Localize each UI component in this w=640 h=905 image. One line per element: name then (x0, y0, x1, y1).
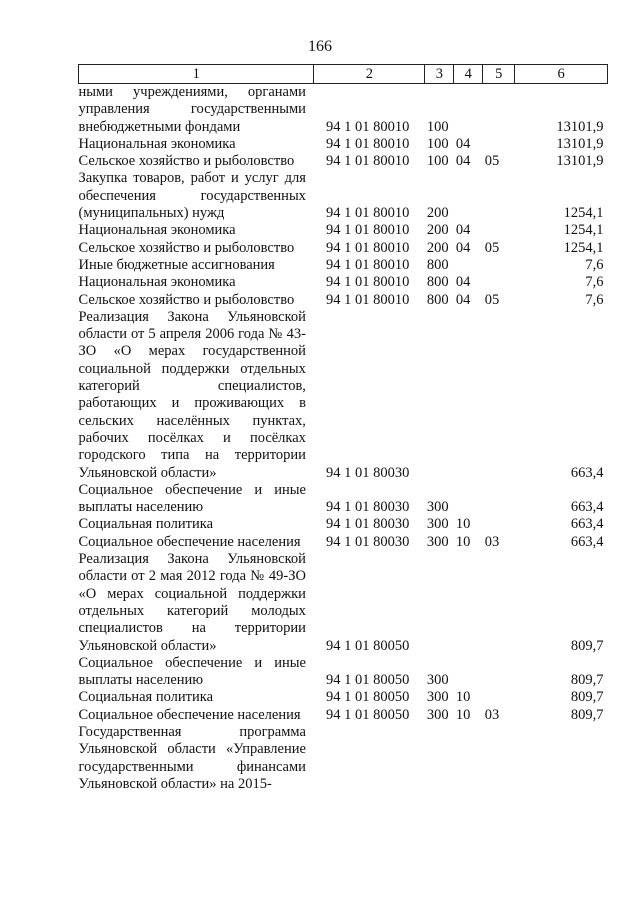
page-number: 166 (308, 38, 332, 55)
row-name: Социальное обеспечение и иные выплаты населению (78, 481, 306, 516)
row-code: 94 1 01 80010 (325, 291, 410, 308)
row-name: Сельское хозяйство и рыболовство (78, 239, 295, 256)
row-name: Реализация Закона Ульяновской области от 5 апреля 2006 года № 43-ЗО «О мерах государственной социальной поддержки отдельных категорий специалистов, работающих и проживающих в сельских населённых пунктах, рабочих посёлках и посёлках городского типа на территории Ульяновской области» (78, 308, 306, 481)
row-amount: 663,4 (570, 516, 604, 533)
row-col-4 (454, 84, 483, 136)
row-col-5 (483, 274, 515, 291)
row-col-4 (454, 309, 483, 482)
row-col-5: 03 (484, 533, 500, 550)
table-row (79, 136, 608, 153)
row-col-3: 300 (426, 516, 449, 533)
row-col-3 (425, 309, 454, 482)
row-name: Социальная политика (78, 516, 214, 533)
row-col-4 (454, 257, 483, 274)
row-name: Реализация Закона Ульяновской области от 2 мая 2012 года № 49-ЗО «О мерах социальной поддержки отдельных категорий молодых специалистов на территории Ульяновской области» (78, 551, 306, 654)
row-col-5 (483, 724, 515, 793)
row-col-5 (483, 136, 515, 153)
row-name: Социальная политика (78, 689, 214, 706)
row-code: 94 1 01 80010 (325, 256, 410, 273)
row-name: Сельское хозяйство и рыболовство (78, 153, 295, 170)
row-code: 94 1 01 80050 (325, 672, 410, 689)
table-row (79, 257, 608, 274)
row-col-4: 10 (455, 516, 471, 533)
table-row (79, 655, 608, 690)
row-code: 94 1 01 80030 (325, 464, 410, 481)
row-amount: 663,4 (570, 533, 604, 550)
table-row (79, 707, 608, 724)
row-col-5 (483, 84, 515, 136)
table-row (79, 222, 608, 239)
row-name: Национальная экономика (78, 135, 236, 152)
table-row (79, 309, 608, 482)
row-code: 94 1 01 80010 (325, 135, 410, 152)
row-code: 94 1 01 80010 (325, 222, 410, 239)
row-col-3: 300 (426, 533, 449, 550)
row-name: ными учреждениями, органами управления государственными внебюджетными фондами (78, 84, 306, 135)
row-amount: 7,6 (585, 256, 604, 273)
row-code: 94 1 01 80050 (325, 637, 410, 654)
row-amount: 809,7 (570, 706, 604, 723)
row-col-5: 03 (484, 706, 500, 723)
row-amount: 13101,9 (556, 118, 604, 135)
table-row (79, 153, 608, 170)
row-name: Государственная программа Ульяновской области «Управление государственными финансами Ульяновской области» на 2015- (78, 723, 306, 792)
row-col-3: 800 (426, 274, 449, 291)
row-col-5 (483, 257, 515, 274)
table-row (79, 534, 608, 551)
row-amount: 1254,1 (563, 222, 604, 239)
row-code (314, 724, 425, 793)
row-name: Социальное обеспечение населения (78, 706, 301, 723)
row-code: 94 1 01 80050 (325, 689, 410, 706)
row-col-3: 100 (426, 118, 449, 135)
row-col-5 (483, 516, 515, 533)
row-amount: 7,6 (585, 291, 604, 308)
row-code: 94 1 01 80010 (325, 205, 410, 222)
row-col-4 (454, 724, 483, 793)
row-name: Социальное обеспечение и иные выплаты населению (78, 654, 306, 689)
row-amount: 13101,9 (556, 135, 604, 152)
row-name: Социальное обеспечение населения (78, 533, 301, 550)
row-amount: 809,7 (570, 637, 604, 654)
row-amount: 13101,9 (556, 153, 604, 170)
row-col-5 (483, 655, 515, 690)
row-col-4: 04 (455, 239, 471, 256)
row-amount: 809,7 (570, 672, 604, 689)
header-col-4: 4 (454, 65, 483, 84)
row-amount: 663,4 (570, 499, 604, 516)
row-col-3: 100 (426, 135, 449, 152)
table-row (79, 84, 608, 136)
header-col-1: 1 (79, 65, 314, 84)
row-col-3: 200 (426, 239, 449, 256)
row-amount (515, 724, 608, 793)
row-code: 94 1 01 80010 (325, 239, 410, 256)
row-col-3: 200 (426, 205, 449, 222)
row-amount: 809,7 (570, 689, 604, 706)
budget-table (78, 64, 608, 793)
row-col-4: 04 (455, 222, 471, 239)
row-col-4: 10 (455, 706, 471, 723)
row-code: 94 1 01 80030 (325, 533, 410, 550)
row-col-5 (483, 309, 515, 482)
row-col-3: 300 (426, 499, 449, 516)
table-row (79, 516, 608, 533)
row-code: 94 1 01 80010 (325, 118, 410, 135)
row-col-5 (483, 482, 515, 517)
row-col-3 (425, 551, 454, 655)
row-name: Национальная экономика (78, 274, 236, 291)
row-amount: 1254,1 (563, 205, 604, 222)
row-col-4 (454, 482, 483, 517)
row-code: 94 1 01 80050 (325, 706, 410, 723)
row-col-4: 04 (455, 291, 471, 308)
row-amount: 7,6 (585, 274, 604, 291)
row-col-3: 800 (426, 256, 449, 273)
row-col-3 (425, 724, 454, 793)
row-code: 94 1 01 80010 (325, 274, 410, 291)
header-col-3: 3 (425, 65, 454, 84)
row-code: 94 1 01 80010 (325, 153, 410, 170)
row-col-5 (483, 689, 515, 706)
row-col-3: 300 (426, 672, 449, 689)
row-col-3: 200 (426, 222, 449, 239)
row-col-5 (483, 222, 515, 239)
header-row (79, 65, 608, 84)
table-row (79, 170, 608, 222)
row-name: Закупка товаров, работ и услуг для обеспечения государственных (муниципальных) нужд (78, 170, 306, 222)
row-col-5: 05 (484, 153, 500, 170)
row-col-4: 04 (455, 274, 471, 291)
row-amount: 663,4 (570, 464, 604, 481)
table-row (79, 240, 608, 257)
row-col-4 (454, 551, 483, 655)
row-amount: 1254,1 (563, 239, 604, 256)
header-col-6: 6 (515, 65, 608, 84)
row-col-3: 300 (426, 706, 449, 723)
row-col-4: 04 (455, 153, 471, 170)
row-col-4 (454, 170, 483, 222)
row-name: Национальная экономика (78, 222, 236, 239)
row-code: 94 1 01 80030 (325, 499, 410, 516)
row-col-4: 10 (455, 533, 471, 550)
table-row (79, 274, 608, 291)
table-row (79, 551, 608, 655)
row-col-5: 05 (484, 291, 500, 308)
table-row (79, 724, 608, 793)
row-name: Иные бюджетные ассигнования (78, 256, 275, 273)
header-col-5: 5 (483, 65, 515, 84)
row-code: 94 1 01 80030 (325, 516, 410, 533)
header-col-2: 2 (314, 65, 425, 84)
row-col-5 (483, 170, 515, 222)
row-col-3: 300 (426, 689, 449, 706)
row-col-4: 04 (455, 135, 471, 152)
row-col-5: 05 (484, 239, 500, 256)
row-col-3: 800 (426, 291, 449, 308)
row-col-5 (483, 551, 515, 655)
table-row (79, 292, 608, 309)
row-col-3: 100 (426, 153, 449, 170)
row-col-4: 10 (455, 689, 471, 706)
row-name: Сельское хозяйство и рыболовство (78, 291, 295, 308)
table-row (79, 482, 608, 517)
row-col-4 (454, 655, 483, 690)
table-row (79, 689, 608, 706)
